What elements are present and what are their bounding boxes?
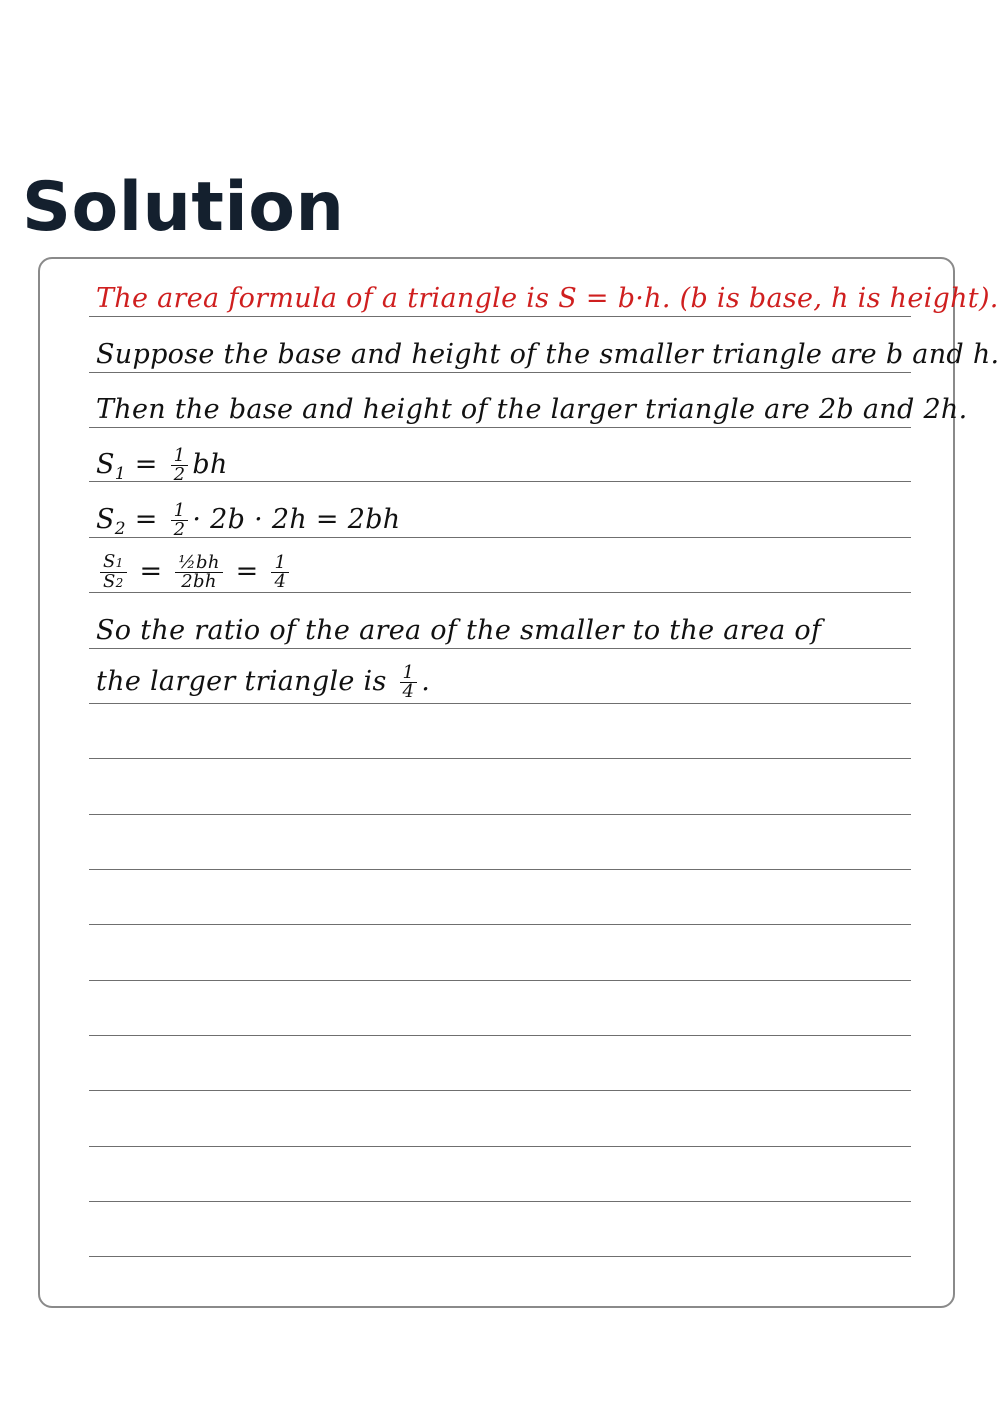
ruled-line <box>89 1090 911 1091</box>
half-fraction <box>171 502 189 539</box>
ruled-line <box>89 372 911 373</box>
ruled-line <box>89 1201 911 1202</box>
s2-symbol: S <box>103 571 116 592</box>
equals-sign: = <box>130 556 172 587</box>
equals-sign: = <box>125 449 167 480</box>
s2-expansion: · 2b · 2h = 2bh <box>192 504 401 535</box>
ruled-line <box>89 869 911 870</box>
s1-symbol: S <box>96 449 115 480</box>
s2-symbol: S <box>96 504 115 535</box>
fraction-denominator: 2 <box>173 464 186 485</box>
fraction-denominator: 4 <box>402 681 415 702</box>
bh-term: bh <box>192 449 228 480</box>
fraction-denominator: 2 <box>173 519 186 540</box>
ruled-line <box>89 1256 911 1257</box>
page-title: Solution <box>22 168 345 247</box>
quarter-fraction <box>271 554 289 591</box>
ruled-line <box>89 648 911 649</box>
bh-ratio-fraction <box>175 554 222 591</box>
s2-subscript: 2 <box>114 519 126 539</box>
s1-symbol: S <box>103 551 116 572</box>
fraction-numerator: ½bh <box>175 554 222 573</box>
ruled-line <box>89 1035 911 1036</box>
period: . <box>421 666 431 697</box>
fraction-numerator <box>100 553 127 573</box>
s2-equation <box>96 502 400 546</box>
equals-sign: = <box>125 504 167 535</box>
ruled-line <box>89 703 911 704</box>
ruled-line <box>89 980 911 981</box>
ruled-line <box>89 814 911 815</box>
suppose-line: Suppose the base and height of the smaller triangle are b and h. <box>96 339 1000 370</box>
area-formula-line: The area formula of a triangle is S = b·h. (b is base, h is height). <box>96 283 999 314</box>
ruled-line <box>89 592 911 593</box>
ruled-line <box>89 758 911 759</box>
ratio-equation <box>96 553 293 592</box>
fraction-denominator <box>100 573 127 592</box>
fraction-denominator: 2bh <box>181 571 217 592</box>
ruled-line <box>89 316 911 317</box>
conclusion-line-2 <box>96 664 430 701</box>
ruled-line <box>89 1146 911 1147</box>
s1-subscript: 1 <box>114 464 126 484</box>
fraction-denominator: 4 <box>274 571 287 592</box>
fraction-numerator: 1 <box>271 554 289 573</box>
s1-subscript: 1 <box>115 556 124 570</box>
ruled-line <box>89 924 911 925</box>
fraction-numerator: 1 <box>171 447 189 466</box>
fraction-numerator: 1 <box>400 664 418 683</box>
s1-over-s2-fraction <box>100 553 127 592</box>
equals-sign: = <box>226 556 268 587</box>
s2-subscript: 2 <box>115 576 124 590</box>
s1-equation <box>96 447 228 491</box>
conclusion-line: So the ratio of the area of the smaller to the area of <box>96 615 822 646</box>
half-fraction <box>171 447 189 484</box>
conclusion-text: the larger triangle is <box>96 666 396 697</box>
quarter-fraction <box>400 664 418 701</box>
fraction-numerator: 1 <box>171 502 189 521</box>
ruled-line <box>89 427 911 428</box>
larger-triangle-line: Then the base and height of the larger triangle are 2b and 2h. <box>96 394 968 425</box>
